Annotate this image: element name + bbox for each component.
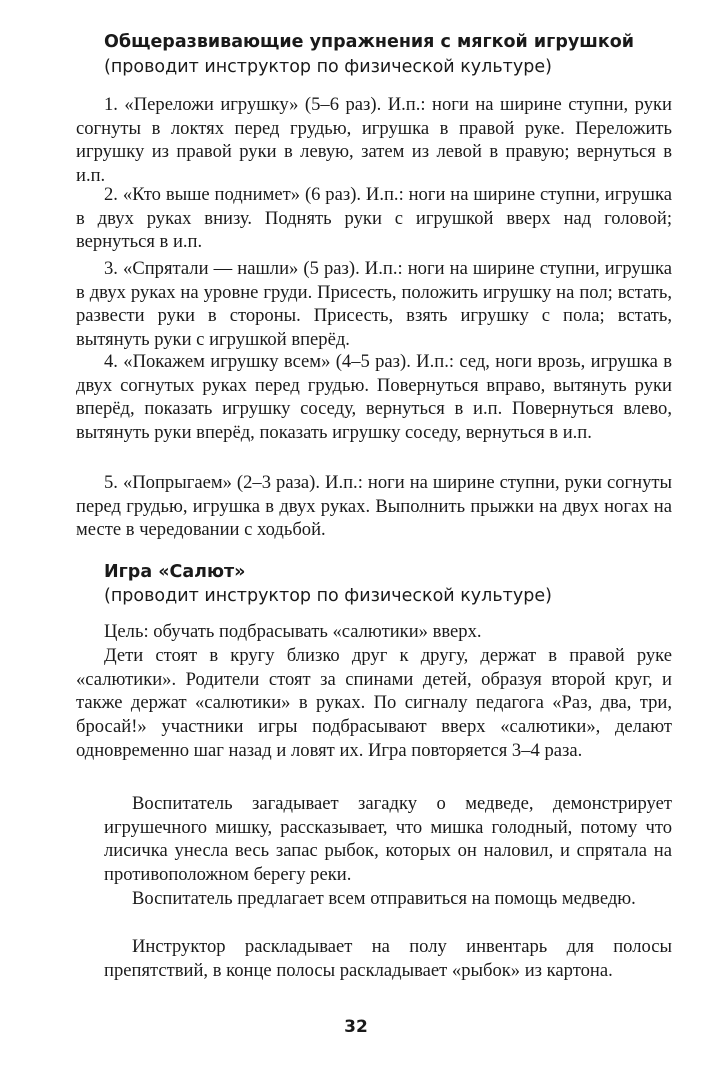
exercise-item-4: 4. «Покажем игрушку всем» (4–5 раз). И.п.: сед, ноги врозь, игрушка в двух согнутых руках перед грудью. Повернуться вправо, вытянуть руки вперёд, показать игрушку соседу, вернуться в и.п. Повернуться влево, вытянуть руки вперёд, показать игрушку соседу, вернуться в и.п.	[76, 351, 672, 444]
game-description: Дети стоят в кругу близко друг к другу, держат в правой руке «салютики». Родители стоят за спинами детей, образуя второй круг, и также держат «салютики» в руках. По сигналу педагога «Раз, два, три, бросай!» участники игры подбрасывают вверх «салютики», делают одновременно шаг назад и ловят их. Игра повторяется 3–4 раза.	[76, 645, 672, 761]
section-subtitle-game: (проводит инструктор по физической культуре)	[104, 586, 552, 606]
section-title-exercises: Общеразвивающие упражнения с мягкой игрушкой	[104, 32, 634, 52]
page-number: 32	[344, 1017, 368, 1037]
exercise-item-3: 3. «Спрятали — нашли» (5 раз). И.п.: ноги на ширине ступни, игрушка в двух руках на уровне груди. Присесть, положить игрушку на пол; встать, развести руки в стороны. Присесть, взять игрушку с пола; встать, вытянуть руки с игрушкой вперёд.	[76, 258, 672, 351]
section-title-game: Игра «Салют»	[104, 562, 246, 582]
narrative-paragraph-2: Воспитатель предлагает всем отправиться на помощь медведю.	[132, 888, 636, 909]
exercise-item-5: 5. «Попрыгаем» (2–3 раза). И.п.: ноги на ширине ступни, руки согнуты перед грудью, игрушка в двух руках. Выполнить прыжки на двух ногах на месте в чередовании с ходьбой.	[76, 472, 672, 541]
section-subtitle-exercises: (проводит инструктор по физической культуре)	[104, 57, 552, 77]
narrative-paragraph-3: Инструктор раскладывает на полу инвентарь для полосы препятствий, в конце полосы раскладывает «рыбок» из картона.	[104, 936, 672, 981]
narrative-paragraph-1: Воспитатель загадывает загадку о медведе, демонстрирует игрушечного мишку, рассказывает, что мишка голодный, потому что лисичка унесла весь запас рыбок, которых он наловил, и спрятала на противоположном берегу реки.	[104, 793, 672, 886]
exercise-item-2: 2. «Кто выше поднимет» (6 раз). И.п.: ноги на ширине ступни, игрушка в двух руках внизу. Поднять руки с игрушкой вверх над головой; вернуться в и.п.	[76, 184, 672, 253]
exercise-item-1: 1. «Переложи игрушку» (5–6 раз). И.п.: ноги на ширине ступни, руки согнуты в локтях перед грудью, игрушка в правой руке. Переложить игрушку из правой руки в левую, затем из левой в правую; вернуться в и.п.	[76, 94, 672, 187]
game-goal: Цель: обучать подбрасывать «салютики» вверх.	[104, 621, 482, 642]
